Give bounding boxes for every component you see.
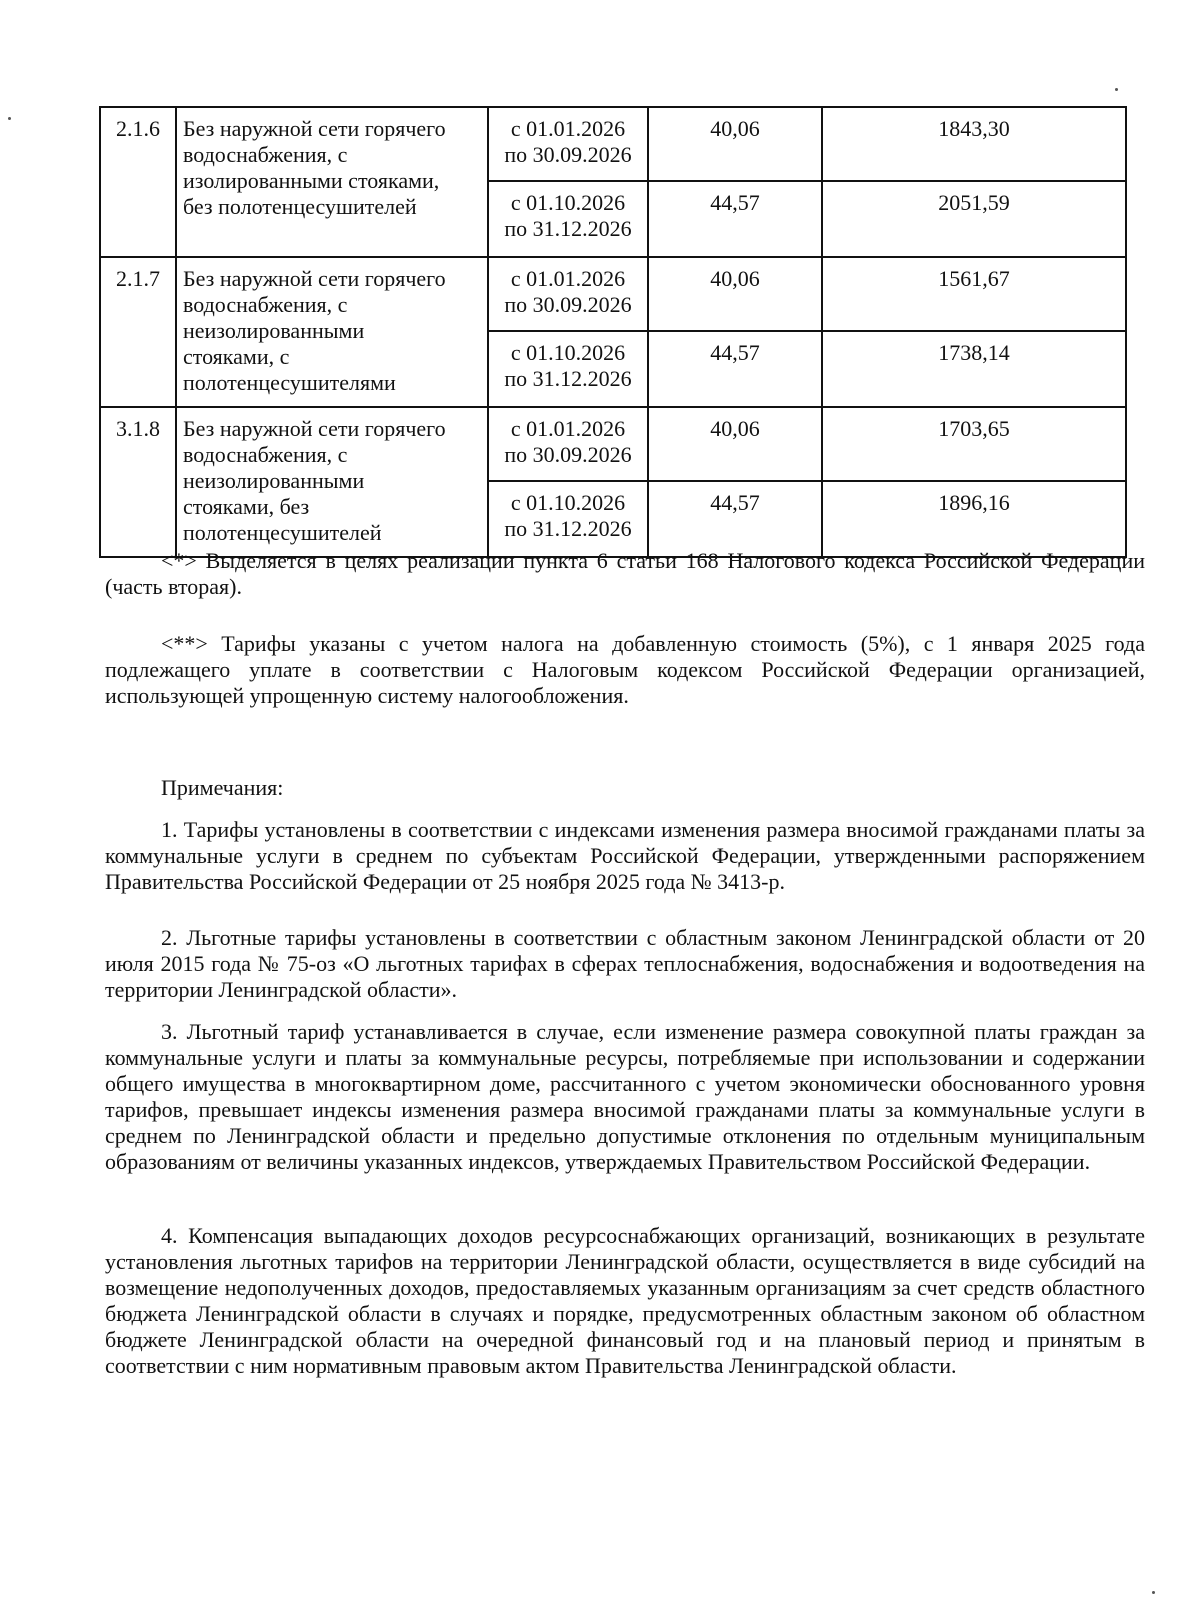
description-line: изолированными стояками, — [183, 168, 440, 193]
period-cell — [488, 181, 648, 257]
period-from: с 01.10.2026 — [510, 490, 626, 515]
row-description — [176, 407, 488, 557]
rate-cell: 44,57 — [648, 181, 822, 257]
price-cell: 1703,65 — [822, 407, 1126, 481]
period-to: по 31.12.2026 — [504, 366, 632, 391]
scan-speck — [1115, 88, 1118, 91]
description-line: полотенцесушителями — [183, 370, 396, 395]
description-line: Без наружной сети горячего — [183, 416, 446, 441]
scan-speck — [8, 117, 11, 120]
row-description — [176, 257, 488, 407]
row-description — [176, 107, 488, 257]
description-line: стояками, с — [183, 344, 290, 369]
footnote-tariff: <**> Тарифы указаны с учетом налога на добавленную стоимость (5%), с 1 января 2025 года подлежащего уплате в соответствии с Налоговым кодексом Российской Федерации организацией, использующей упрощенную систему налогообложения. — [105, 631, 1145, 708]
period-cell — [488, 107, 648, 181]
period-to: по 30.09.2026 — [504, 142, 632, 167]
description-line: водоснабжения, с — [183, 292, 348, 317]
period-to: по 31.12.2026 — [504, 516, 632, 541]
period-to: по 30.09.2026 — [504, 442, 632, 467]
description-line: неизолированными — [183, 318, 365, 343]
period-cell — [488, 407, 648, 481]
period-from: с 01.01.2026 — [510, 266, 626, 291]
period-from: с 01.01.2026 — [510, 416, 626, 441]
period-cell — [488, 481, 648, 557]
description-line: стояками, без — [183, 494, 310, 519]
description-line: неизолированными — [183, 468, 365, 493]
period-to: по 31.12.2026 — [504, 216, 632, 241]
description-line: полотенцесушителей — [183, 520, 382, 545]
table-row — [100, 257, 1126, 331]
note-item: 3. Льготный тариф устанавливается в случае, если изменение размера совокупной платы граждан за коммунальные услуги и платы за коммунальные ресурсы, потребляемые при использовании и содержании общего имущества в многоквартирном доме, рассчитанного с учетом экономически обоснованного уровня тарифов, превышает индексы изменения размера вносимой гражданами платы за коммунальные услуги в среднем по Ленинградской области и предельно допустимые отклонения по отдельным муниципальным образованиям от величины указанных индексов, утверждаемых Правительством Российской Федерации. — [105, 1019, 1145, 1174]
rate-cell: 40,06 — [648, 107, 822, 181]
row-number: 2.1.6 — [100, 107, 176, 257]
period-to: по 30.09.2026 — [504, 292, 632, 317]
description-line: водоснабжения, с — [183, 442, 348, 467]
notes-title: Примечания: — [161, 775, 284, 800]
period-cell — [488, 331, 648, 407]
period-from: с 01.10.2026 — [510, 340, 626, 365]
note-item: 4. Компенсация выпадающих доходов ресурсоснабжающих организаций, возникающих в результате установления льготных тарифов на территории Ленинградской области, осуществляется в виде субсидий на возмещение недополученных доходов, предоставляемых указанным организациям за счет средств областного бюджета Ленинградской области в случаях и порядке, предусмотренных областным законом об областном бюджете Ленинградской области на очередной финансовый год и на плановый период и принятым в соответствии с ним нормативным правовым актом Правительства Ленинградской области. — [105, 1223, 1145, 1378]
price-cell: 1843,30 — [822, 107, 1126, 181]
footnote-vat: <*> Выделяется в целях реализации пункта 6 статьи 168 Налогового кодекса Российской Федерации (часть вторая). — [105, 548, 1145, 599]
note-item: 2. Льготные тарифы установлены в соответствии с областным законом Ленинградской области от 20 июля 2015 года № 75-оз «О льготных тарифах в сферах теплоснабжения, водоснабжения и водоотведения на территории Ленинградской области». — [105, 925, 1145, 1002]
scan-speck — [1152, 1591, 1155, 1594]
period-cell — [488, 257, 648, 331]
period-from: с 01.01.2026 — [510, 116, 626, 141]
description-line: водоснабжения, с — [183, 142, 348, 167]
description-line: без полотенцесушителей — [183, 194, 417, 219]
row-number: 3.1.8 — [100, 407, 176, 557]
price-cell: 1738,14 — [822, 331, 1126, 407]
table-row — [100, 407, 1126, 481]
row-number: 2.1.7 — [100, 257, 176, 407]
price-cell: 2051,59 — [822, 181, 1126, 257]
rate-cell: 44,57 — [648, 481, 822, 557]
price-cell: 1896,16 — [822, 481, 1126, 557]
rate-cell: 40,06 — [648, 257, 822, 331]
period-from: с 01.10.2026 — [510, 190, 626, 215]
price-cell: 1561,67 — [822, 257, 1126, 331]
tariff-table — [99, 106, 1127, 558]
note-item: 1. Тарифы установлены в соответствии с индексами изменения размера вносимой гражданами платы за коммунальные услуги в среднем по субъектам Российской Федерации, утвержденными распоряжением Правительства Российской Федерации от 25 ноября 2025 года № 3413-р. — [105, 817, 1145, 894]
description-line: Без наружной сети горячего — [183, 266, 446, 291]
rate-cell: 44,57 — [648, 331, 822, 407]
table-row — [100, 107, 1126, 181]
rate-cell: 40,06 — [648, 407, 822, 481]
description-line: Без наружной сети горячего — [183, 116, 446, 141]
